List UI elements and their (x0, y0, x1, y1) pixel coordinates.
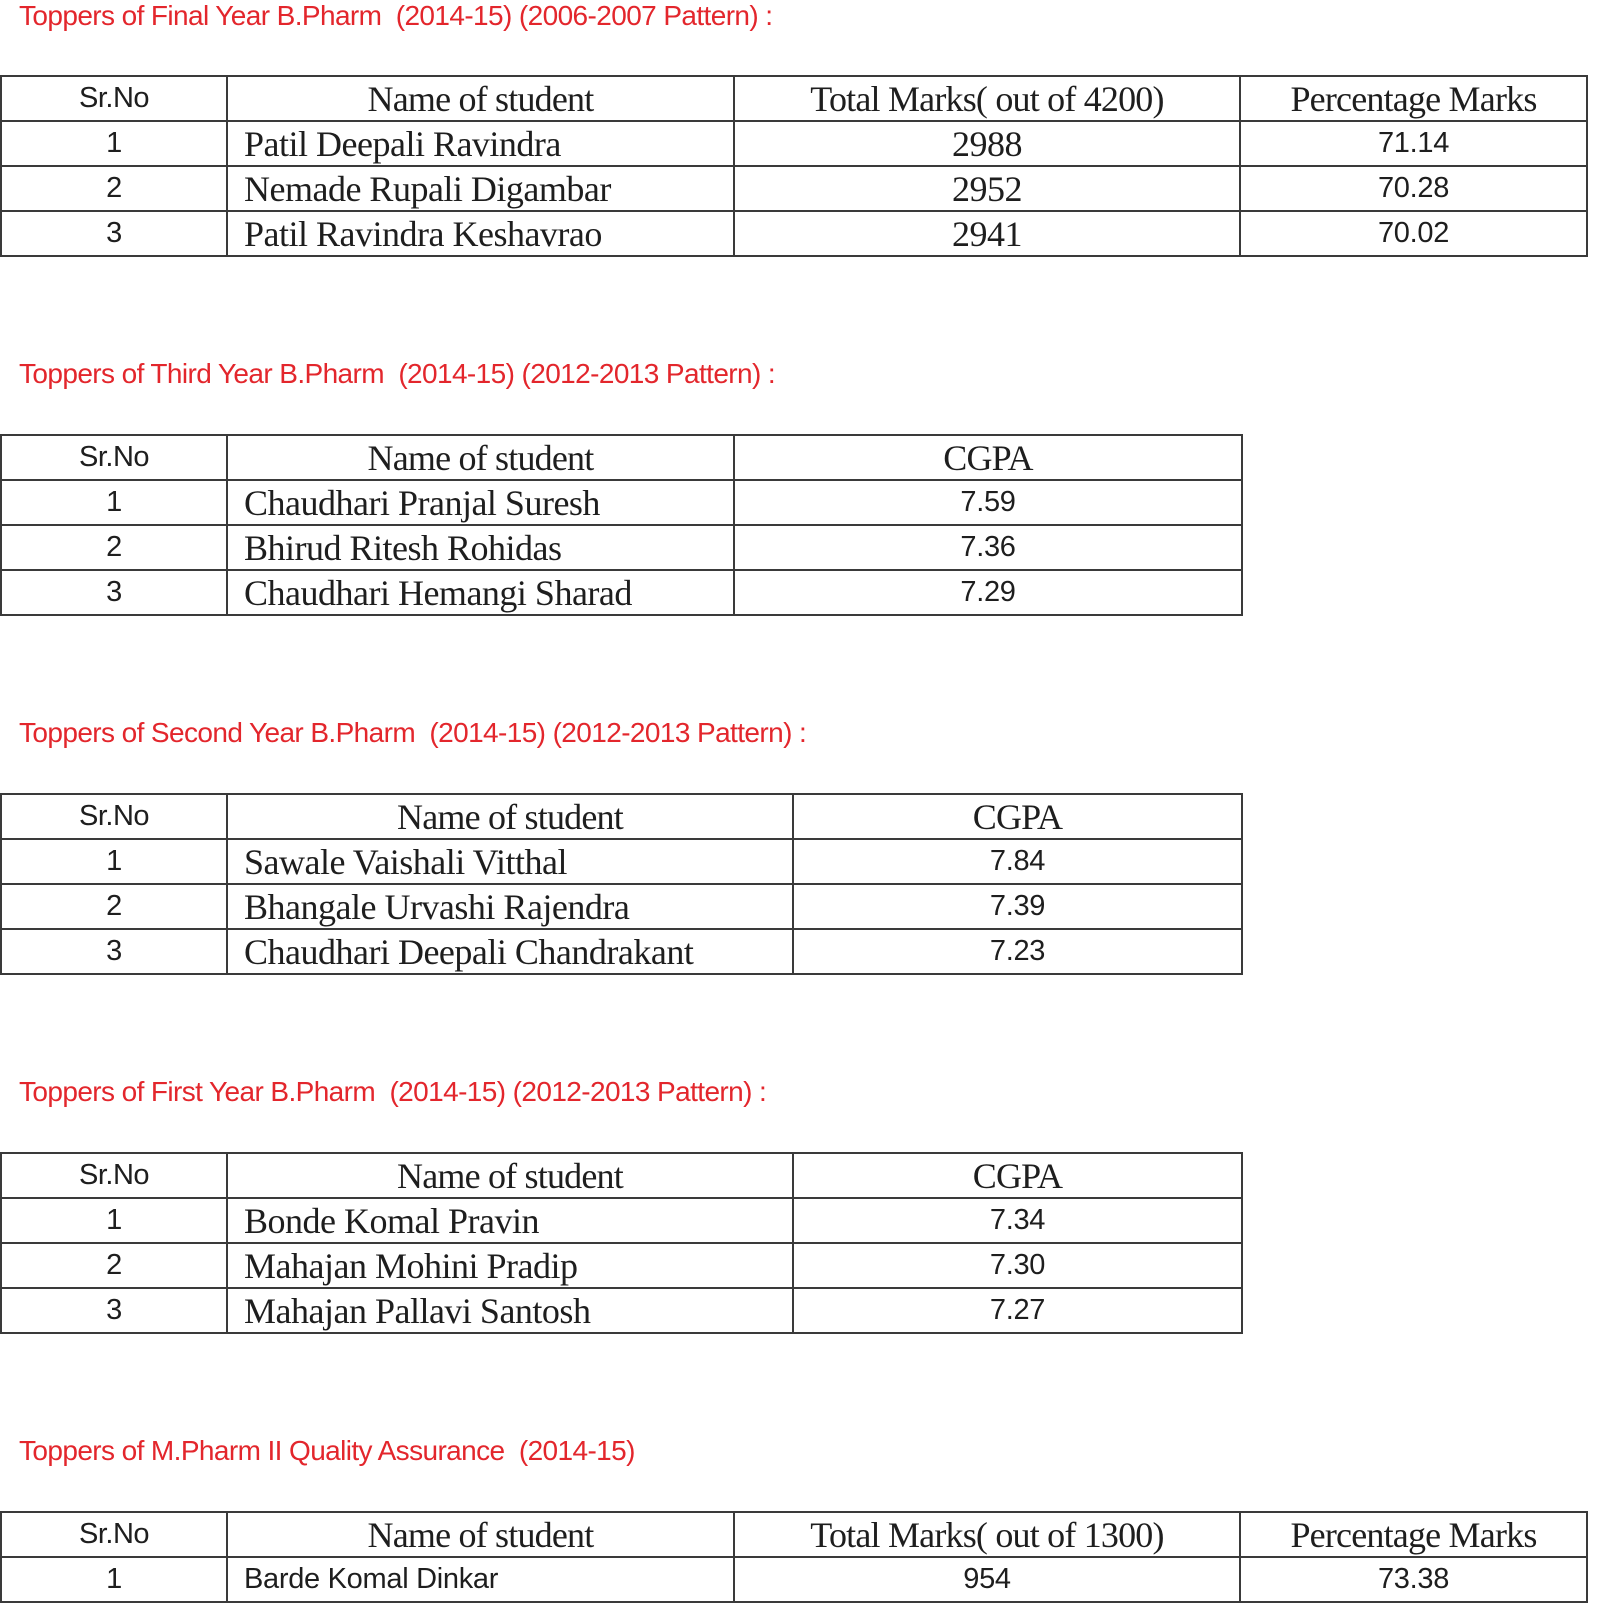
cell-student-name: Sawale Vaishali Vitthal (227, 839, 793, 884)
cell-cgpa: 7.39 (793, 884, 1242, 929)
cell-sr-no: 1 (1, 1198, 227, 1243)
table-header-row (1, 76, 1587, 121)
table-row (1, 166, 1587, 211)
header-total-marks: Total Marks( out of 1300) (734, 1512, 1240, 1557)
cell-sr-no: 1 (1, 839, 227, 884)
table-row (1, 211, 1587, 256)
table-row (1, 480, 1242, 525)
cell-cgpa: 7.36 (734, 525, 1242, 570)
header-sr-no: Sr.No (1, 794, 227, 839)
cell-cgpa: 7.23 (793, 929, 1242, 974)
cell-student-name: Chaudhari Deepali Chandrakant (227, 929, 793, 974)
cell-student-name: Patil Ravindra Keshavrao (227, 211, 734, 256)
cell-total-marks: 2952 (734, 166, 1240, 211)
toppers-table-third-year (0, 434, 1243, 616)
header-sr-no: Sr.No (1, 1153, 227, 1198)
header-cgpa: CGPA (793, 794, 1242, 839)
header-sr-no: Sr.No (1, 1512, 227, 1557)
section-title-second-year: Toppers of Second Year B.Pharm (2014-15) (2012-2013 Pattern) : (19, 717, 807, 748)
cell-cgpa: 7.34 (793, 1198, 1242, 1243)
table-row (1, 839, 1242, 884)
cell-total-marks: 2988 (734, 121, 1240, 166)
cell-cgpa: 7.59 (734, 480, 1242, 525)
section-title-third-year: Toppers of Third Year B.Pharm (2014-15) (2012-2013 Pattern) : (19, 358, 776, 389)
cell-percentage: 70.28 (1240, 166, 1587, 211)
toppers-table-mpharm-qa (0, 1511, 1588, 1603)
section-title-mpharm-qa: Toppers of M.Pharm II Quality Assurance (2014-15) (19, 1435, 635, 1466)
table-row (1, 884, 1242, 929)
header-name: Name of student (227, 435, 734, 480)
header-name: Name of student (227, 794, 793, 839)
section-title-first-year: Toppers of First Year B.Pharm (2014-15) (2012-2013 Pattern) : (19, 1076, 767, 1107)
cell-cgpa: 7.84 (793, 839, 1242, 884)
table-row (1, 1557, 1587, 1602)
cell-percentage: 70.02 (1240, 211, 1587, 256)
cell-cgpa: 7.29 (734, 570, 1242, 615)
table-row (1, 1198, 1242, 1243)
table-header-row (1, 435, 1242, 480)
header-cgpa: CGPA (734, 435, 1242, 480)
cell-sr-no: 2 (1, 884, 227, 929)
toppers-table-second-year (0, 793, 1243, 975)
cell-sr-no: 3 (1, 929, 227, 974)
cell-student-name: Mahajan Pallavi Santosh (227, 1288, 793, 1333)
table-row (1, 121, 1587, 166)
cell-student-name: Bonde Komal Pravin (227, 1198, 793, 1243)
header-sr-no: Sr.No (1, 76, 227, 121)
cell-student-name: Mahajan Mohini Pradip (227, 1243, 793, 1288)
cell-sr-no: 3 (1, 1288, 227, 1333)
table-row (1, 570, 1242, 615)
table-header-row (1, 1512, 1587, 1557)
header-total-marks: Total Marks( out of 4200) (734, 76, 1240, 121)
cell-total-marks: 2941 (734, 211, 1240, 256)
table-row (1, 929, 1242, 974)
header-name: Name of student (227, 76, 734, 121)
cell-sr-no: 1 (1, 480, 227, 525)
table-row (1, 525, 1242, 570)
cell-cgpa: 7.27 (793, 1288, 1242, 1333)
table-header-row (1, 1153, 1242, 1198)
cell-student-name: Chaudhari Hemangi Sharad (227, 570, 734, 615)
cell-student-name: Barde Komal Dinkar (227, 1557, 734, 1602)
cell-sr-no: 2 (1, 166, 227, 211)
cell-sr-no: 1 (1, 121, 227, 166)
header-name: Name of student (227, 1153, 793, 1198)
header-percentage: Percentage Marks (1240, 1512, 1587, 1557)
cell-student-name: Chaudhari Pranjal Suresh (227, 480, 734, 525)
table-header-row (1, 794, 1242, 839)
cell-percentage: 71.14 (1240, 121, 1587, 166)
cell-student-name: Bhirud Ritesh Rohidas (227, 525, 734, 570)
header-name: Name of student (227, 1512, 734, 1557)
cell-student-name: Bhangale Urvashi Rajendra (227, 884, 793, 929)
cell-sr-no: 3 (1, 211, 227, 256)
cell-sr-no: 2 (1, 1243, 227, 1288)
header-percentage: Percentage Marks (1240, 76, 1587, 121)
table-row (1, 1288, 1242, 1333)
table-row (1, 1243, 1242, 1288)
header-cgpa: CGPA (793, 1153, 1242, 1198)
cell-percentage: 73.38 (1240, 1557, 1587, 1602)
section-title-final-year: Toppers of Final Year B.Pharm (2014-15) (2006-2007 Pattern) : (19, 0, 773, 31)
cell-sr-no: 1 (1, 1557, 227, 1602)
header-sr-no: Sr.No (1, 435, 227, 480)
toppers-table-final-year (0, 75, 1588, 257)
cell-student-name: Patil Deepali Ravindra (227, 121, 734, 166)
cell-student-name: Nemade Rupali Digambar (227, 166, 734, 211)
cell-sr-no: 3 (1, 570, 227, 615)
cell-sr-no: 2 (1, 525, 227, 570)
cell-total-marks: 954 (734, 1557, 1240, 1602)
toppers-table-first-year (0, 1152, 1243, 1334)
cell-cgpa: 7.30 (793, 1243, 1242, 1288)
